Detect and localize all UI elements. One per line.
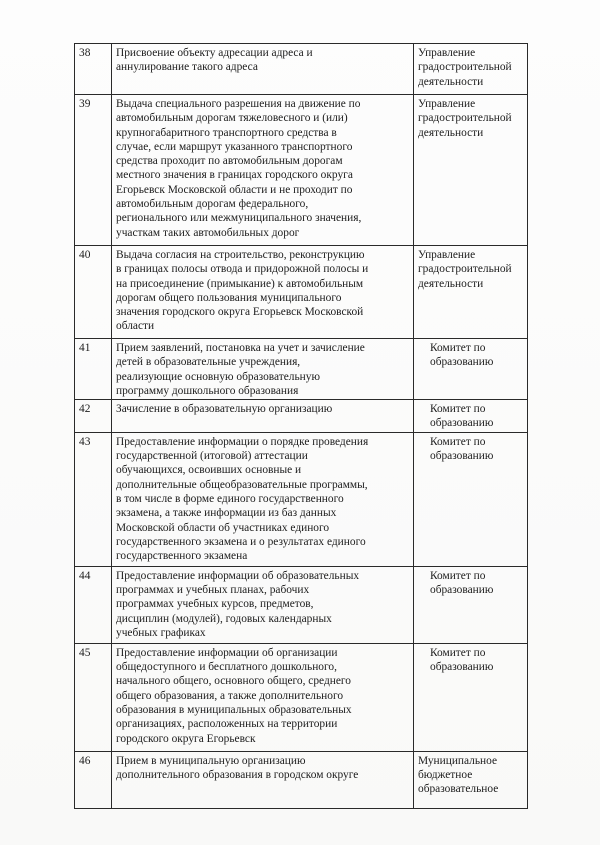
- row-number: 39: [75, 95, 112, 246]
- department: Комитет по образованию: [414, 566, 528, 643]
- row-number: 40: [75, 246, 112, 339]
- service-name: Зачисление в образовательную организацию: [112, 400, 414, 433]
- row-number: 46: [75, 751, 112, 808]
- row-number: 43: [75, 432, 112, 566]
- table-row: [75, 432, 528, 566]
- row-number: 38: [75, 44, 112, 95]
- table-row: [75, 566, 528, 643]
- department: Управление градостроительной деятельности: [414, 246, 528, 339]
- service-name: Предоставление информации об организации общедоступного и бесплатного дошкольного, начального общего, основного общего, среднего общего образования, а также дополнительного образования в муниципальных образовательных организациях, расположенных на территории городского округа Егорьевск: [112, 643, 414, 751]
- department: Комитет по образованию: [414, 339, 528, 400]
- department: Комитет по образованию: [414, 432, 528, 566]
- row-number: 42: [75, 400, 112, 433]
- department: Управление градостроительной деятельности: [414, 95, 528, 246]
- service-name: Прием заявлений, постановка на учет и зачисление детей в образовательные учреждения, реализующие основную образовательную программу дошкольного образования: [112, 339, 414, 400]
- service-name: Предоставление информации о порядке проведения государственной (итоговой) аттестации обучающихся, освоивших основные и дополнительные общеобразовательные программы, в том числе в форме единого государственного экзамена, а также информации из баз данных Московской области об участниках единого государственного экзамена и о результатах единого государственного экзамена: [112, 432, 414, 566]
- row-number: 41: [75, 339, 112, 400]
- department: Муниципальное бюджетное образовательное: [414, 751, 528, 808]
- department: Комитет по образованию: [414, 400, 528, 433]
- table-row: [75, 95, 528, 246]
- table-row: [75, 44, 528, 95]
- services-table: [74, 43, 528, 809]
- service-name: Выдача согласия на строительство, реконструкцию в границах полосы отвода и придорожной полосы и на присоединение (примыкание) к автомобильным дорогам общего пользования муниципального значения городского округа Егорьевск Московской области: [112, 246, 414, 339]
- table-row: [75, 400, 528, 433]
- service-name: Прием в муниципальную организацию дополнительного образования в городском округе: [112, 751, 414, 808]
- table-row: [75, 751, 528, 808]
- row-number: 45: [75, 643, 112, 751]
- department: Управление градостроительной деятельности: [414, 44, 528, 95]
- table-row: [75, 339, 528, 400]
- service-name: Предоставление информации об образовательных программах и учебных планах, рабочих программах учебных курсов, предметов, дисциплин (модулей), годовых календарных учебных графиках: [112, 566, 414, 643]
- row-number: 44: [75, 566, 112, 643]
- table-row: [75, 643, 528, 751]
- department: Комитет по образованию: [414, 643, 528, 751]
- table-row: [75, 246, 528, 339]
- service-name: Присвоение объекту адресации адреса и аннулирование такого адреса: [112, 44, 414, 95]
- service-name: Выдача специального разрешения на движение по автомобильным дорогам тяжеловесного и (или) крупногабаритного транспортного средства в случае, если маршрут указанного транспортного средства проходит по автомобильным дорогам местного значения в границах городского округа Егорьевск Московской области и не проходит по автомобильным дорогам федерального, регионального или межмуниципального значения, участкам таких автомобильных дорог: [112, 95, 414, 246]
